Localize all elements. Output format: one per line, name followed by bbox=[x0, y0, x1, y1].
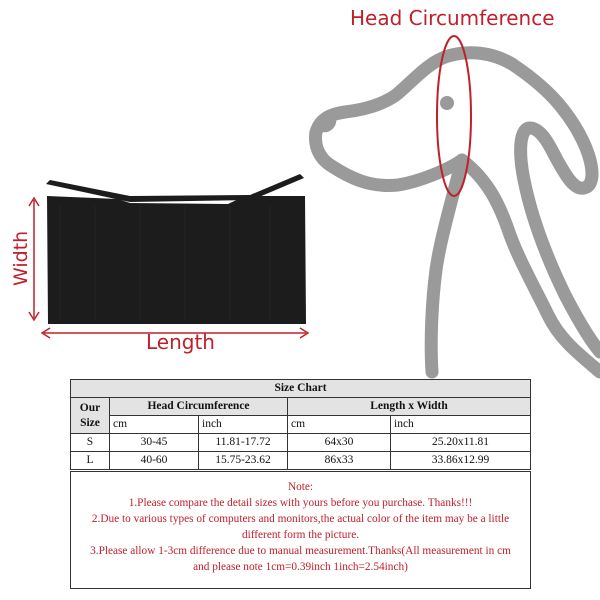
table-cell: 15.75-23.62 bbox=[199, 452, 288, 470]
table-cell: 40-60 bbox=[110, 452, 199, 470]
unit-cell: inch bbox=[199, 416, 288, 434]
table-cell: 30-45 bbox=[110, 434, 199, 452]
table-cell: 64x30 bbox=[288, 434, 391, 452]
note-title: Note: bbox=[287, 481, 314, 493]
width-label: Width bbox=[10, 230, 32, 286]
unit-cell: cm bbox=[110, 416, 199, 434]
note-line: 2.Due to various types of computers and monitors,the actual color of the item may be a little bbox=[91, 513, 510, 525]
unit-cell: cm bbox=[288, 416, 391, 434]
dog-jaw-line bbox=[431, 160, 462, 372]
table-cell: 33.86x12.99 bbox=[391, 452, 531, 470]
note-line: 1.Please compare the detail sizes with yours before you purchase. Thanks!!! bbox=[128, 497, 473, 509]
table-cell: 86x33 bbox=[288, 452, 391, 470]
dog-outline-icon bbox=[316, 53, 600, 372]
table-cell: 11.81-17.72 bbox=[199, 434, 288, 452]
dog-eye-icon bbox=[440, 96, 454, 110]
length-label: Length bbox=[146, 330, 215, 354]
size-chart-title: Size Chart bbox=[71, 380, 531, 398]
table-row bbox=[71, 434, 531, 452]
note-line: and please note 1cm=0.39inch 1inch=2.54inch) bbox=[193, 561, 408, 573]
head-circumference-header: Head Circumference bbox=[110, 398, 288, 416]
fabric-product bbox=[47, 196, 306, 324]
note-box bbox=[70, 471, 531, 589]
length-width-header: Length x Width bbox=[288, 398, 531, 416]
table-cell: 25.20x11.81 bbox=[391, 434, 531, 452]
our-size-header: Our Size bbox=[71, 398, 110, 434]
note-line: different form the picture. bbox=[241, 529, 360, 541]
table-row bbox=[71, 452, 531, 470]
size-chart-table bbox=[70, 379, 531, 470]
size-cell: L bbox=[71, 452, 110, 470]
head-circumference-label: Head Circumference bbox=[350, 6, 555, 30]
size-cell: S bbox=[71, 434, 110, 452]
note-line: 3.Please allow 1-3cm difference due to manual measurement.Thanks(All measurement in cm bbox=[90, 545, 511, 557]
unit-cell: inch bbox=[391, 416, 531, 434]
